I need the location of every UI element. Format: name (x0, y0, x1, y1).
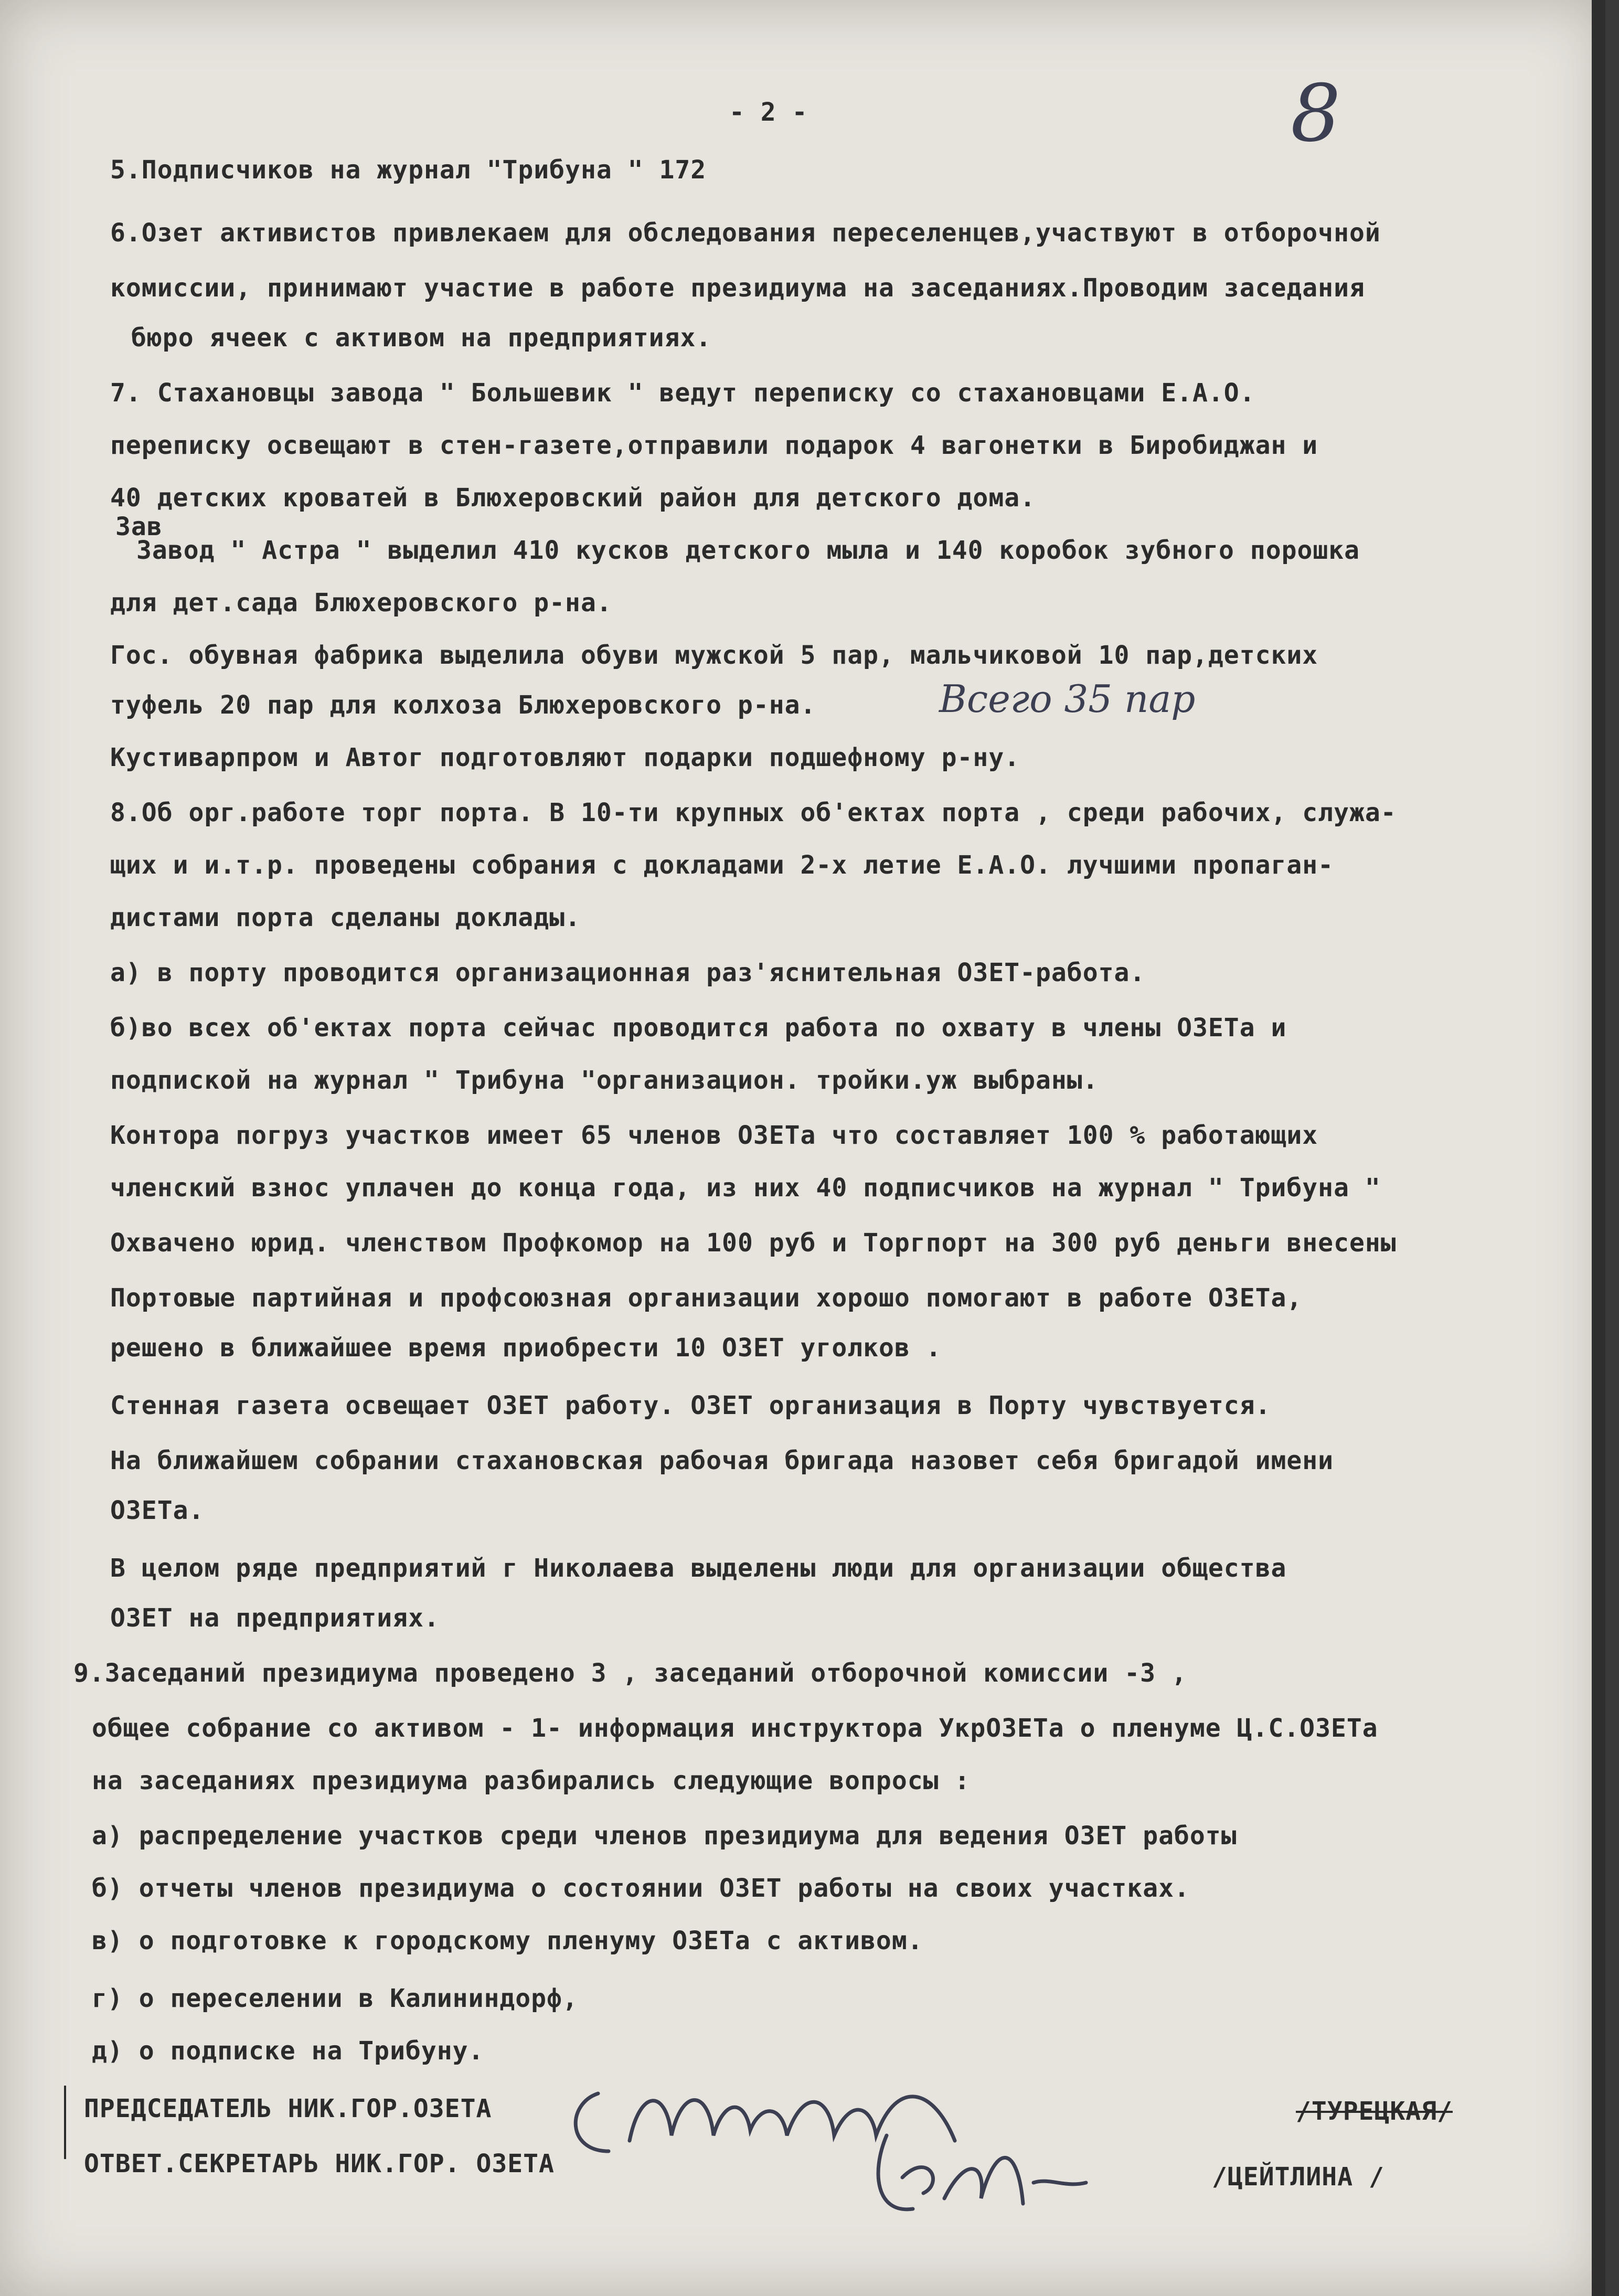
typed-line: ОЗЕТа. (110, 1496, 205, 1525)
typed-line: решено в ближайшее время приобрести 10 ОЗЕТ уголков . (110, 1333, 942, 1363)
typed-line: Стенная газета освещает ОЗЕТ работу. ОЗЕТ организация в Порту чувствуется. (110, 1391, 1271, 1420)
typed-line: на заседаниях президиума разбирались следующие вопросы : (92, 1766, 971, 1795)
typed-line: дистами порта сделаны доклады. (110, 903, 581, 932)
struck-out-name: /ТУРЕЦКАЯ/ (1296, 2097, 1453, 2126)
typed-line: членский взнос уплачен до конца года, из них 40 подписчиков на журнал " Трибуна " (110, 1173, 1381, 1203)
typed-line: 7. Стахановцы завода " Большевик " ведут переписку со стахановцами Е.А.О. (110, 378, 1255, 408)
handwritten-total-note: Всего 35 пар (939, 677, 1196, 721)
signature-bracket (64, 2086, 73, 2159)
typed-line: для дет.сада Блюхеровского р-на. (110, 588, 612, 618)
typed-line: Охвачено юрид. членством Профкомор на 100 руб и Торгпорт на 300 руб деньги внесены (110, 1228, 1397, 1258)
typed-line: Кустиварпром и Автог подготовляют подарки подшефному р-ну. (110, 743, 1020, 772)
typed-line: ПРЕДСЕДАТЕЛЬ НИК.ГОР.ОЗЕТА (84, 2094, 492, 2123)
typed-line: переписку освещают в стен-газете,отправили подарок 4 вагонетки в Биробиджан и (110, 431, 1318, 460)
typed-line: Завод " Астра " выделил 410 кусков детского мыла и 140 коробок зубного порошка (136, 536, 1360, 565)
typed-line: ОЗЕТ на предприятиях. (110, 1603, 440, 1633)
typed-line: В целом ряде предприятий г Николаева выделены люди для организации общества (110, 1554, 1287, 1583)
typed-line: д) о подписке на Трибуну. (92, 2036, 484, 2066)
typed-line: Контора погруз участков имеет 65 членов ОЗЕТа что составляет 100 % работающих (110, 1121, 1318, 1150)
typed-line: а) распределение участков среди членов президиума для ведения ОЗЕТ работы (92, 1821, 1237, 1851)
typed-line: а) в порту проводится организационная раз'яснительная ОЗЕТ-работа. (110, 958, 1146, 987)
typed-line: ОТВЕТ.СЕКРЕТАРЬ НИК.ГОР. ОЗЕТА (84, 2149, 555, 2178)
typed-line: г) о переселении в Калининдорф, (92, 1984, 578, 2013)
typed-line: 40 детских кроватей в Блюхеровский район для детского дома. (110, 483, 1036, 513)
typed-line: Гос. обувная фабрика выделила обуви мужской 5 пар, мальчиковой 10 пар,детских (110, 641, 1318, 670)
typed-line: щих и и.т.р. проведены собрания с докладами 2-х летие Е.А.О. лучшими пропаган- (110, 851, 1334, 880)
typed-line: /ЦЕЙТЛИНА / (1212, 2162, 1384, 2192)
typed-line: Зав (115, 512, 163, 541)
typed-line: бюро ячеек с активом на предприятиях. (131, 323, 712, 353)
typed-line: На ближайшем собрании стахановская рабочая бригада назовет себя бригадой имени (110, 1446, 1334, 1475)
archive-folio-number: 8 (1291, 68, 1341, 160)
typed-line: в) о подготовке к городскому пленуму ОЗЕТа с активом. (92, 1926, 923, 1955)
typed-line: 8.Об орг.работе торг порта. В 10-ти крупных об'ектах порта , среди рабочих, служа- (110, 798, 1397, 827)
typed-line: 5.Подписчиков на журнал "Трибуна " 172 (110, 155, 707, 185)
typed-line: туфель 20 пар для колхоза Блюхеровского р-на. (110, 690, 816, 720)
secretary-signature (866, 2109, 1128, 2246)
typed-line: 9.Заседаний президиума проведено 3 , заседаний отборочной комиссии -3 , (73, 1659, 1187, 1688)
typed-line: б) отчеты членов президиума о состоянии ОЗЕТ работы на своих участках. (92, 1874, 1190, 1903)
typed-line: 6.Озет активистов привлекаем для обследования переселенцев,участвуют в отборочной (110, 218, 1381, 248)
typed-line: Портовые партийная и профсоюзная организации хорошо помогают в работе ОЗЕТа, (110, 1283, 1303, 1313)
typed-line: подпиской на журнал " Трибуна "организацион. тройки.уж выбраны. (110, 1066, 1099, 1095)
typed-line: б)во всех об'ектах порта сейчас проводится работа по охвату в члены ОЗЕТа и (110, 1013, 1287, 1043)
typed-line: общее собрание со активом - 1- информация инструктора УкрОЗЕТа о пленуме Ц.С.ОЗЕТа (92, 1714, 1378, 1743)
typed-line: комиссии, принимают участие в работе президиума на заседаниях.Проводим заседания (110, 273, 1365, 303)
page-number: - 2 - (729, 98, 808, 127)
